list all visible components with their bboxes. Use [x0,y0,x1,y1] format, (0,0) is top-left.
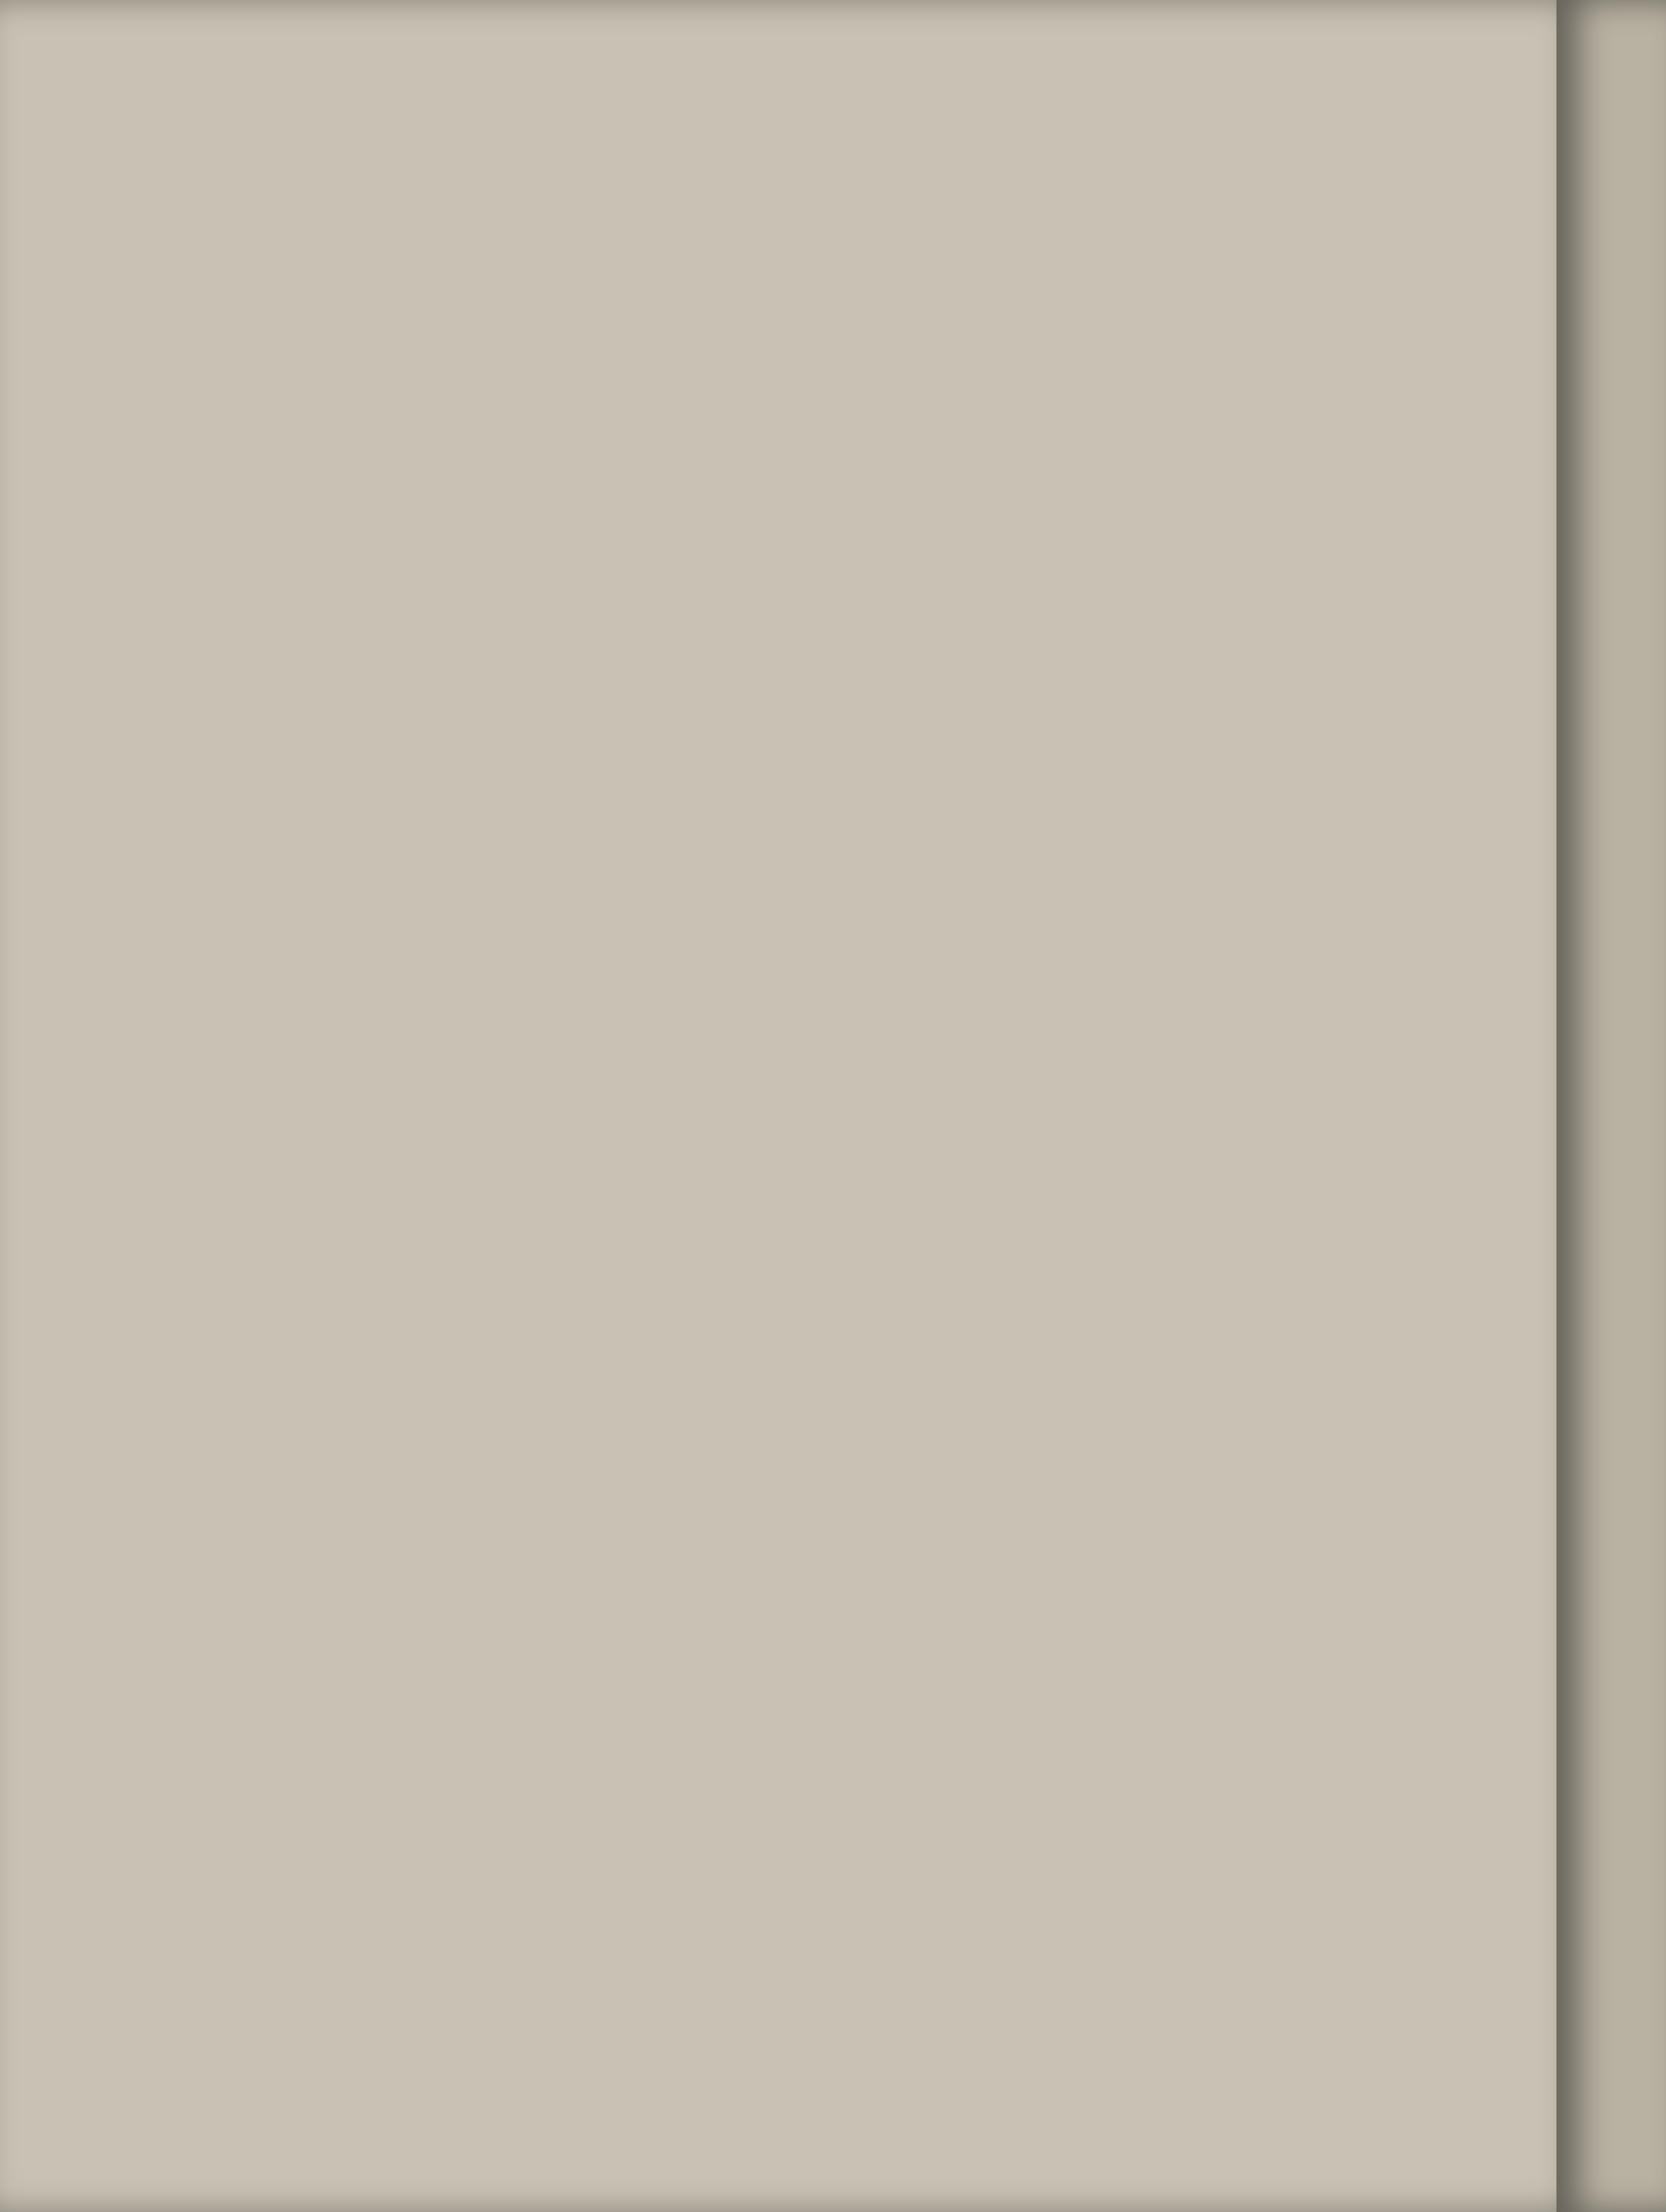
adjacent-page-edge [1556,0,1666,2212]
